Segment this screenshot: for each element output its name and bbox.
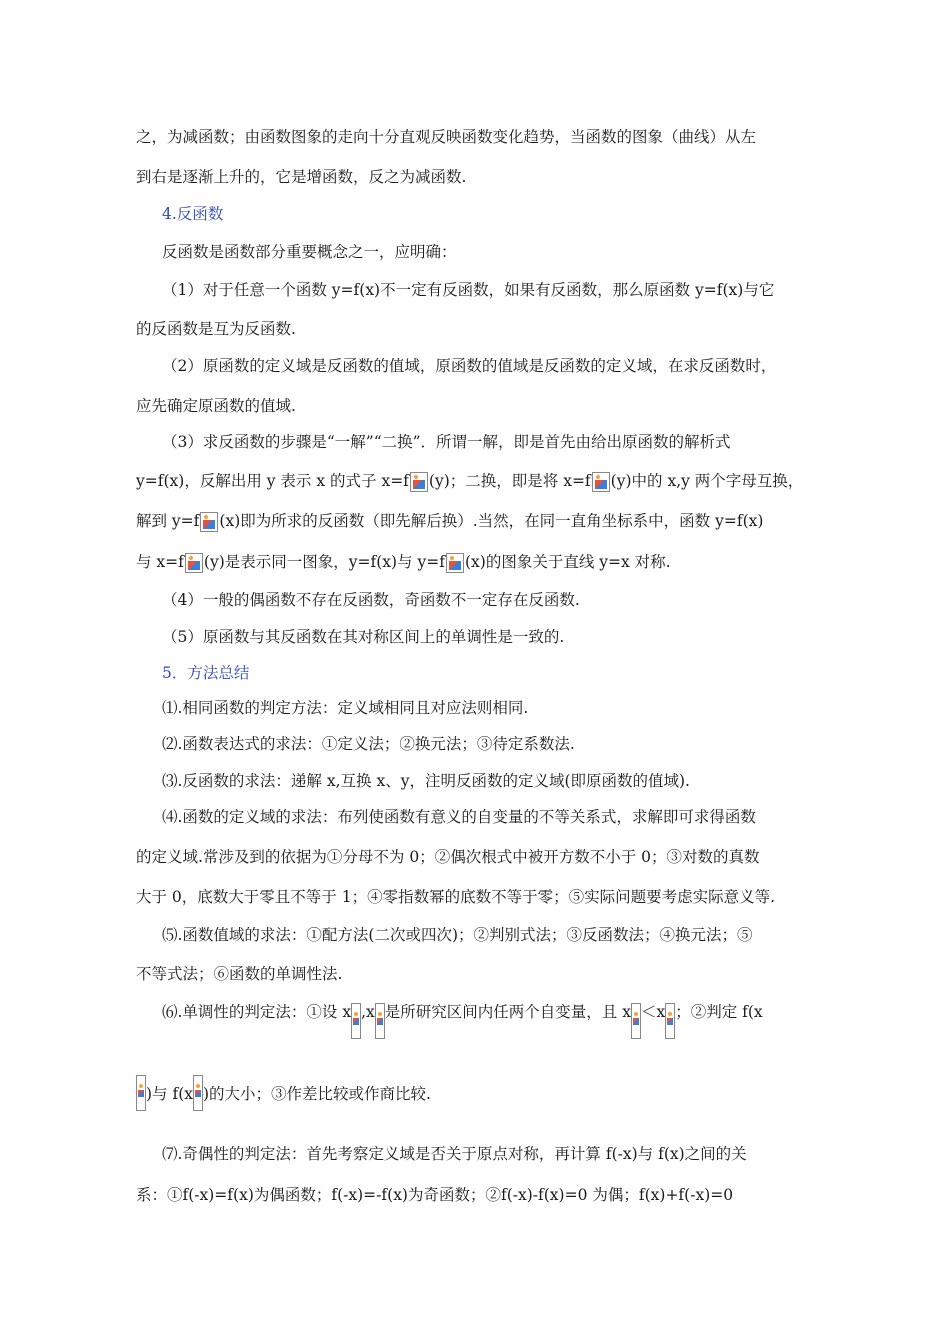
section-heading: 5．方法总结	[162, 664, 250, 682]
broken-image-icon	[185, 553, 203, 573]
section-heading: 4.反函数	[162, 205, 224, 223]
broken-image-icon	[351, 1003, 361, 1039]
text-line	[136, 510, 763, 532]
text-line: 到右是逐渐上升的，它是增函数，反之为减函数.	[136, 168, 467, 186]
text-run: ＜x	[640, 1003, 666, 1021]
text-line: 应先确定原函数的值域.	[136, 397, 296, 415]
text-line: ⑸.函数值域的求法：①配方法(二次或四次)；②判别式法；③反函数法；④换元法；⑤	[162, 926, 753, 944]
text-line: 的定义域.常涉及到的依据为①分母不为 0；②偶次根式中被开方数不小于 0；③对数的真数	[136, 848, 760, 866]
text-run: (y)；二换，即是将 x=f	[428, 472, 591, 490]
text-run: ,x	[361, 1003, 375, 1021]
text-line: 系：①f(-x)=f(x)为偶函数；f(-x)=-f(x)为奇函数；②f(-x)-f(x)=0 为偶；f(x)+f(-x)=0	[136, 1186, 734, 1204]
broken-image-icon	[631, 1003, 641, 1039]
text-line: 不等式法；⑥函数的单调性法.	[136, 965, 343, 983]
text-run: 是所研究区间内任两个自变量，且 x	[384, 1003, 631, 1021]
text-line: 反函数是函数部分重要概念之一，应明确：	[162, 243, 457, 261]
text-run: 解到 y=f	[136, 512, 200, 530]
broken-image-icon	[136, 1075, 146, 1111]
broken-image-icon	[375, 1003, 385, 1039]
text-line: 之，为减函数；由函数图象的走向十分直观反映函数变化趋势，当函数的图象（曲线）从左	[136, 128, 757, 146]
text-run: )与 f(x	[146, 1085, 193, 1103]
broken-image-icon	[200, 512, 218, 532]
text-run: (x)即为所求的反函数（即先解后换）.当然，在同一直角坐标系中，函数 y=f(x)	[219, 512, 764, 530]
text-run: ⑹.单调性的判定法：①设 x	[162, 1003, 352, 1021]
text-line: ⑺.奇偶性的判定法：首先考察定义域是否关于原点对称，再计算 f(-x)与 f(x)之间的关	[162, 1145, 747, 1163]
text-run: ；②判定 f(x	[675, 1003, 763, 1021]
text-run: y=f(x)，反解出用 y 表示 x 的式子 x=f	[136, 472, 409, 490]
text-line: （3）求反函数的步骤是“一解”“二换”．所谓一解，即是首先由给出原函数的解析式	[162, 433, 731, 451]
text-line: ⑷.函数的定义域的求法：布列使函数有意义的自变量的不等关系式，求解即可求得函数	[162, 808, 756, 826]
text-line	[136, 551, 671, 573]
broken-image-icon	[592, 472, 610, 492]
text-line	[136, 470, 803, 492]
text-line: （2）原函数的定义域是反函数的值域，原函数的值域是反函数的定义域，在求反函数时，	[162, 357, 777, 375]
text-line	[162, 1001, 763, 1039]
broken-image-icon	[410, 472, 428, 492]
broken-image-icon	[446, 553, 464, 573]
text-run: )的大小；③作差比较或作商比较.	[203, 1085, 431, 1103]
text-line: 的反函数是互为反函数.	[136, 320, 296, 338]
broken-image-icon	[193, 1075, 203, 1111]
broken-image-icon	[665, 1003, 675, 1039]
text-line: （1）对于任意一个函数 y=f(x)不一定有反函数，如果有反函数，那么原函数 y=f(x)与它	[162, 281, 775, 299]
text-line: ⑵.函数表达式的求法：①定义法；②换元法；③待定系数法.	[162, 735, 575, 753]
text-line: 大于 0，底数大于零且不等于 1；④零指数幂的底数不等于零；⑤实际问题要考虑实际意义等.	[136, 888, 776, 906]
text-line: ⑶.反函数的求法：递解 x,互换 x、y，注明反函数的定义域(即原函数的值域).	[162, 772, 690, 790]
text-run: (x)的图象关于直线 y=x 对称.	[464, 553, 671, 571]
text-line: （4）一般的偶函数不存在反函数，奇函数不一定存在反函数.	[162, 591, 580, 609]
text-line	[136, 1083, 431, 1111]
text-line: ⑴.相同函数的判定方法：定义域相同且对应法则相同.	[162, 699, 529, 717]
text-line: （5）原函数与其反函数在其对称区间上的单调性是一致的.	[162, 628, 565, 646]
text-run: 与 x=f	[136, 553, 184, 571]
text-run: (y)中的 x,y 两个字母互换，	[610, 472, 804, 490]
text-run: (y)是表示同一图象，y=f(x)与 y=f	[203, 553, 445, 571]
